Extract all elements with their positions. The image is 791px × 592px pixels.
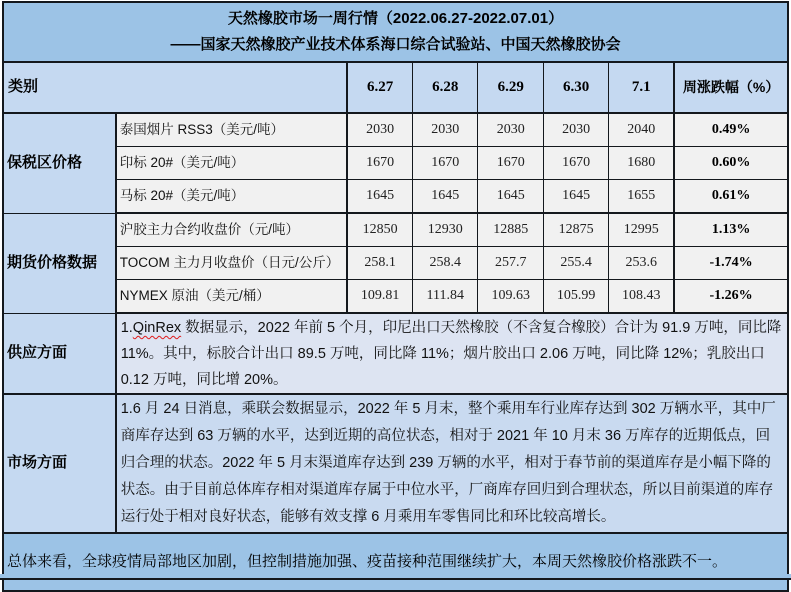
change-value: 1.13% [674,213,788,247]
item-name: 泰国烟片 RSS3（美元/吨） [116,113,347,147]
price-value: 111.84 [413,280,478,314]
title-row [3,2,788,62]
table-row [3,247,788,280]
price-value: 1670 [478,147,543,180]
price-value: 1670 [413,147,478,180]
summary-text: 总体来看，全球疫情局部地区加剧，但控制措施加强、疫苗接种范围继续扩大，本周天然橡胶价格涨跌不一。 [3,533,788,591]
price-value: 2040 [609,113,674,147]
price-value: 12885 [478,213,543,247]
bottom-blue-margin [0,574,791,580]
change-value: -1.74% [674,247,788,280]
price-value: 2030 [413,113,478,147]
date-header: 6.27 [347,62,412,113]
price-value: 109.81 [347,280,412,314]
change-value: -1.26% [674,280,788,314]
item-name: NYMEX 原油（美元/桶） [116,280,347,314]
title-cell [3,2,788,62]
price-value: 12875 [543,213,608,247]
supply-text [116,313,788,394]
table-row [3,213,788,247]
price-value: 255.4 [543,247,608,280]
group-label-bonded-zone: 保税区价格 [3,113,116,213]
price-value: 253.6 [609,247,674,280]
price-value: 105.99 [543,280,608,314]
supply-text-body: 数据显示，2022 年前 5 个月，印尼出口天然橡胶（不含复合橡胶）合计为 91.9 万吨，同比降 11%。其中，标胶合计出口 89.5 万吨，同比降 11%；烟片胶出口 2.06 万吨，同比降 12%；乳胶出口 0.12 万吨，同比增 20%。 [120,320,782,388]
rubber-weekly-report [2,1,789,592]
item-name: 沪胶主力合约收盘价（元/吨） [116,213,347,247]
weekly-change-header: 周涨跌幅（%） [674,62,788,113]
change-value: 0.60% [674,147,788,180]
date-header: 6.30 [543,62,608,113]
price-value: 109.63 [478,280,543,314]
price-value: 2030 [347,113,412,147]
price-value: 1670 [347,147,412,180]
report-title: 天然橡胶市场一周行情（2022.06.27-2022.07.01） [227,10,564,27]
report-table [2,1,789,592]
price-value: 1680 [609,147,674,180]
date-header: 7.1 [609,62,674,113]
category-header: 类别 [3,62,347,113]
price-value: 1645 [478,180,543,214]
supply-text-prefix: 1. [120,320,133,336]
supply-section-row [3,313,788,394]
market-section-row [3,394,788,533]
date-header: 6.28 [413,62,478,113]
price-value: 12850 [347,213,412,247]
price-value: 1670 [543,147,608,180]
price-value: 12930 [413,213,478,247]
item-name: 马标 20#（美元/吨） [116,180,347,214]
price-value: 258.4 [413,247,478,280]
price-value: 2030 [543,113,608,147]
item-name: 印标 20#（美元/吨） [116,147,347,180]
section-label-market: 市场方面 [3,394,116,533]
price-value: 1655 [609,180,674,214]
summary-row [3,533,788,591]
supply-term-qinrex: QinRex [132,320,182,336]
item-name: TOCOM 主力月收盘价（日元/公斤） [116,247,347,280]
table-row [3,147,788,180]
section-label-supply: 供应方面 [3,313,116,394]
price-value: 1645 [413,180,478,214]
report-subtitle: ——国家天然橡胶产业技术体系海口综合试验站、中国天然橡胶协会 [170,36,621,53]
price-value: 12995 [609,213,674,247]
price-value: 258.1 [347,247,412,280]
change-value: 0.61% [674,180,788,214]
table-row [3,180,788,214]
table-row [3,113,788,147]
market-text: 1.6 月 24 日消息，乘联会数据显示，2022 年 5 月末，整个乘用车行业库存达到 302 万辆水平，其中厂商库存达到 63 万辆的水平，达到近期的高位状态，相对于 2021 年 10 月末 36 万库存的近期低点，回归合理的状态。2022 年 5 月末渠道库存达到 239 万辆的水平，相对于春节前的渠道库存是小幅下降的状态。由于目前总体库存相对渠道库存属于中位水平，厂商库存回归到合理状态，所以目前渠道的库存运行处于相对良好状态，能够有效支撑 6 月乘用车零售同比和环比较高增长。 [116,394,788,533]
price-value: 1645 [543,180,608,214]
column-header-row [3,62,788,113]
price-value: 108.43 [609,280,674,314]
table-row [3,280,788,314]
price-value: 257.7 [478,247,543,280]
price-value: 1645 [347,180,412,214]
group-label-futures: 期货价格数据 [3,213,116,313]
price-value: 2030 [478,113,543,147]
change-value: 0.49% [674,113,788,147]
date-header: 6.29 [478,62,543,113]
